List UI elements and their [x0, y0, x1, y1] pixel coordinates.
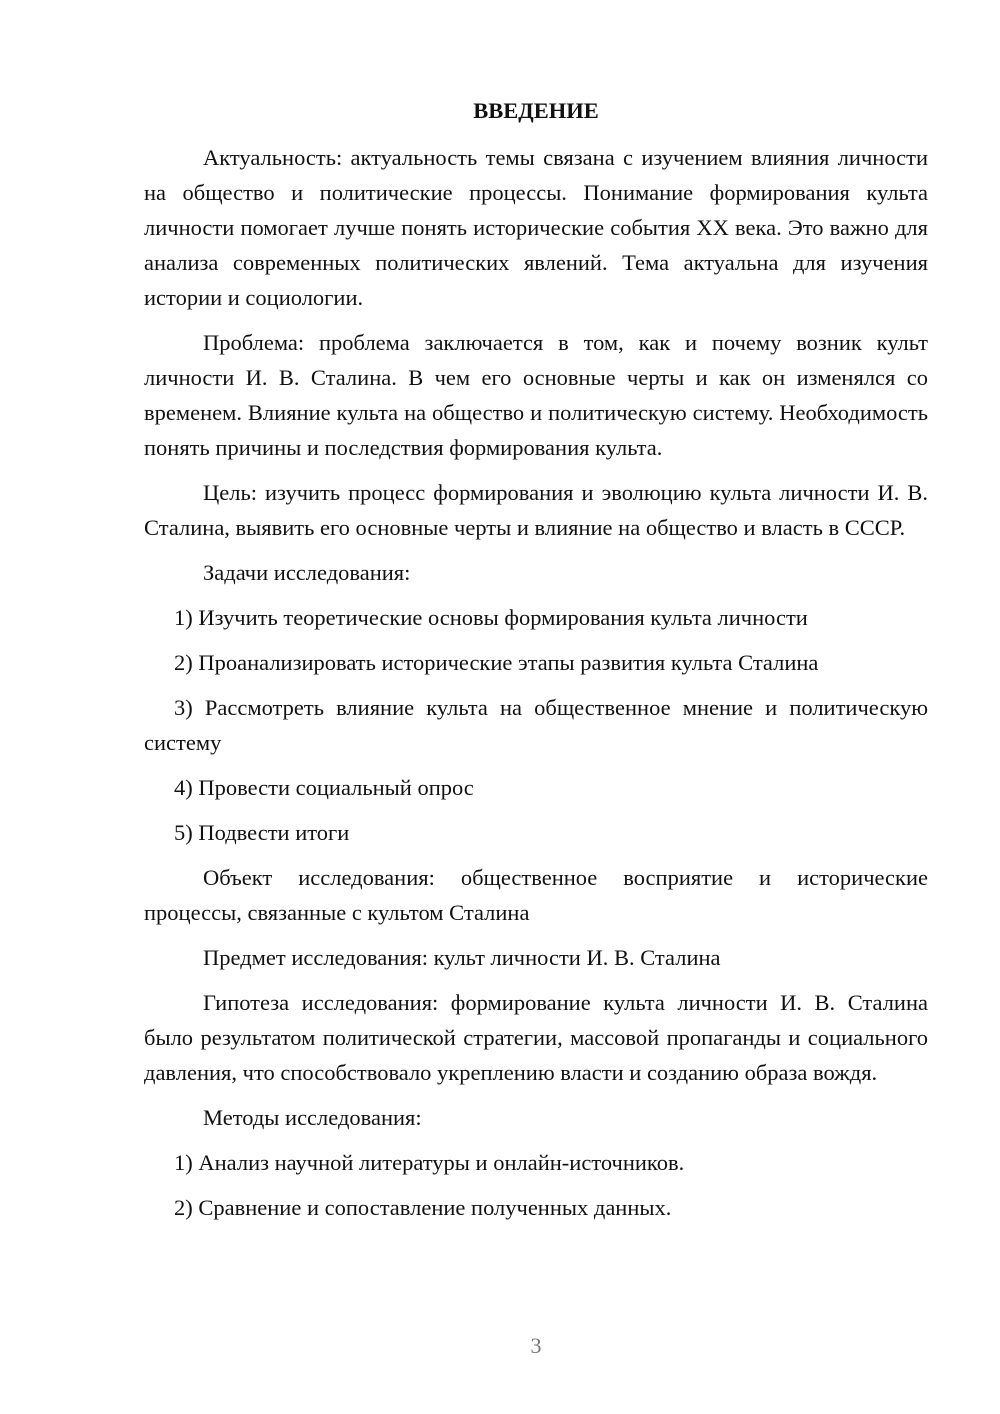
task-item: 3) Рассмотреть влияние культа на общественное мнение и политическую систему	[144, 695, 928, 755]
page-content	[144, 93, 928, 1235]
tasks-heading: Задачи исследования:	[203, 560, 411, 585]
hypothesis-paragraph: Гипотеза исследования: формирование культа личности И. В. Сталина было результатом политической стратегии, массовой пропаганды и социального давления, что способствовало укреплению власти и созданию образа вождя.	[144, 990, 928, 1085]
object-paragraph: Объект исследования: общественное восприятие и исторические процессы, связанные с культом Сталина	[144, 865, 928, 925]
task-item: 2) Проанализировать исторические этапы развития культа Сталина	[174, 650, 819, 675]
subject-paragraph: Предмет исследования: культ личности И. В. Сталина	[203, 945, 721, 970]
method-item: 2) Сравнение и сопоставление полученных данных.	[174, 1195, 672, 1220]
page-title: ВВЕДЕНИЕ	[473, 98, 599, 123]
problem-paragraph: Проблема: проблема заключается в том, как и почему возник культ личности И. В. Сталина. В чем его основные черты и как он изменялся со временем. Влияние культа на общество и политическую систему. Необходимость понять причины и последствия формирования культа.	[144, 330, 928, 460]
methods-heading: Методы исследования:	[203, 1105, 422, 1130]
method-item: 1) Анализ научной литературы и онлайн-источников.	[174, 1150, 685, 1175]
task-item: 1) Изучить теоретические основы формирования культа личности	[174, 605, 808, 630]
goal-paragraph: Цель: изучить процесс формирования и эволюцию культа личности И. В. Сталина, выявить его основные черты и влияние на общество и власть в СССР.	[144, 480, 928, 540]
page-number: 3	[530, 1333, 542, 1358]
task-item: 4) Провести социальный опрос	[174, 775, 474, 800]
relevance-paragraph: Актуальность: актуальность темы связана с изучением влияния личности на общество и политические процессы. Понимание формирования культа личности помогает лучше понять исторические события XX века. Это важно для анализа современных политических явлений. Тема актуальна для изучения истории и социологии.	[144, 145, 928, 310]
task-item: 5) Подвести итоги	[174, 820, 350, 845]
